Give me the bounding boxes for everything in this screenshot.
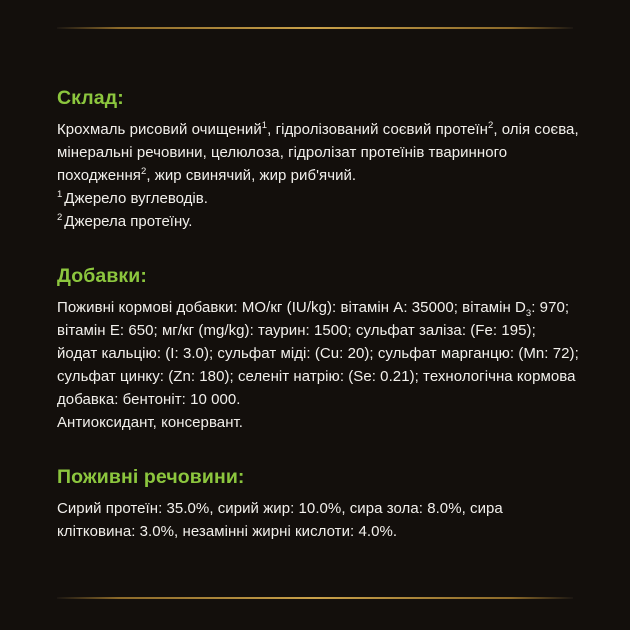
additives-text-2: : 970; вітамін Е: 650; мг/кг (mg/kg): таурин: 1500; сульфат заліза: (Fe: 195); йодат кальцію: (I: 3.0); сульфат міді: (Cu: 20); сульфат марганцю: (Mn: 72); сульфат цинку: (Zn: 180); селеніт натрію: (Se: 0.21); технологічна кормова добавка: бентоніт: 10 000. xyxy=(57,299,579,409)
additives-paragraph xyxy=(57,297,579,412)
vitamin-d3-subscript: 3 xyxy=(525,308,532,320)
composition-paragraph xyxy=(57,119,579,188)
footnote-ref-1: 1 xyxy=(261,120,268,132)
footnote-1-text: Джерело вуглеводів. xyxy=(64,190,208,208)
composition-text-2: , гідролізований соєвий протеїн xyxy=(267,121,488,139)
composition-text-3: , олія соєва, мінеральні речовини, целюлоза, гідролізат протеїнів тваринного походження xyxy=(57,121,579,185)
footnote-ref-2: 2 xyxy=(487,120,494,132)
footnote-2-mark: 2 xyxy=(57,212,63,224)
nutrients-heading: Поживні речовини: xyxy=(57,466,245,489)
section-composition xyxy=(57,86,579,234)
footnote-2 xyxy=(57,211,579,234)
composition-text-4: , жир свинячий, жир риб'ячий. xyxy=(146,167,357,185)
spacer-2 xyxy=(57,435,579,465)
footnote-ref-3: 2 xyxy=(140,166,147,178)
top-divider xyxy=(57,27,573,29)
document-content xyxy=(57,86,579,544)
additives-text-1: Поживні кормові добавки: МО/кг (IU/kg): вітамін А: 35000; вітамін D xyxy=(57,299,526,317)
additives-heading: Добавки: xyxy=(57,265,147,288)
footnote-1-mark: 1 xyxy=(57,189,63,201)
composition-heading: Склад: xyxy=(57,87,124,109)
bottom-divider xyxy=(57,597,573,599)
footnote-2-text: Джерела протеїну. xyxy=(64,213,193,231)
section-additives xyxy=(57,264,579,435)
nutrients-paragraph: Сирий протеїн: 35.0%, сирий жир: 10.0%, сира зола: 8.0%, сира клітковина: 3.0%, незамінні жирні кислоти: 4.0%. xyxy=(57,500,503,541)
spacer-1 xyxy=(57,234,579,264)
section-nutrients xyxy=(57,465,579,544)
composition-text-1: Крохмаль рисовий очищений xyxy=(57,121,262,139)
footnote-1 xyxy=(57,188,579,211)
additives-extra-line: Антиоксидант, консервант. xyxy=(57,414,244,432)
